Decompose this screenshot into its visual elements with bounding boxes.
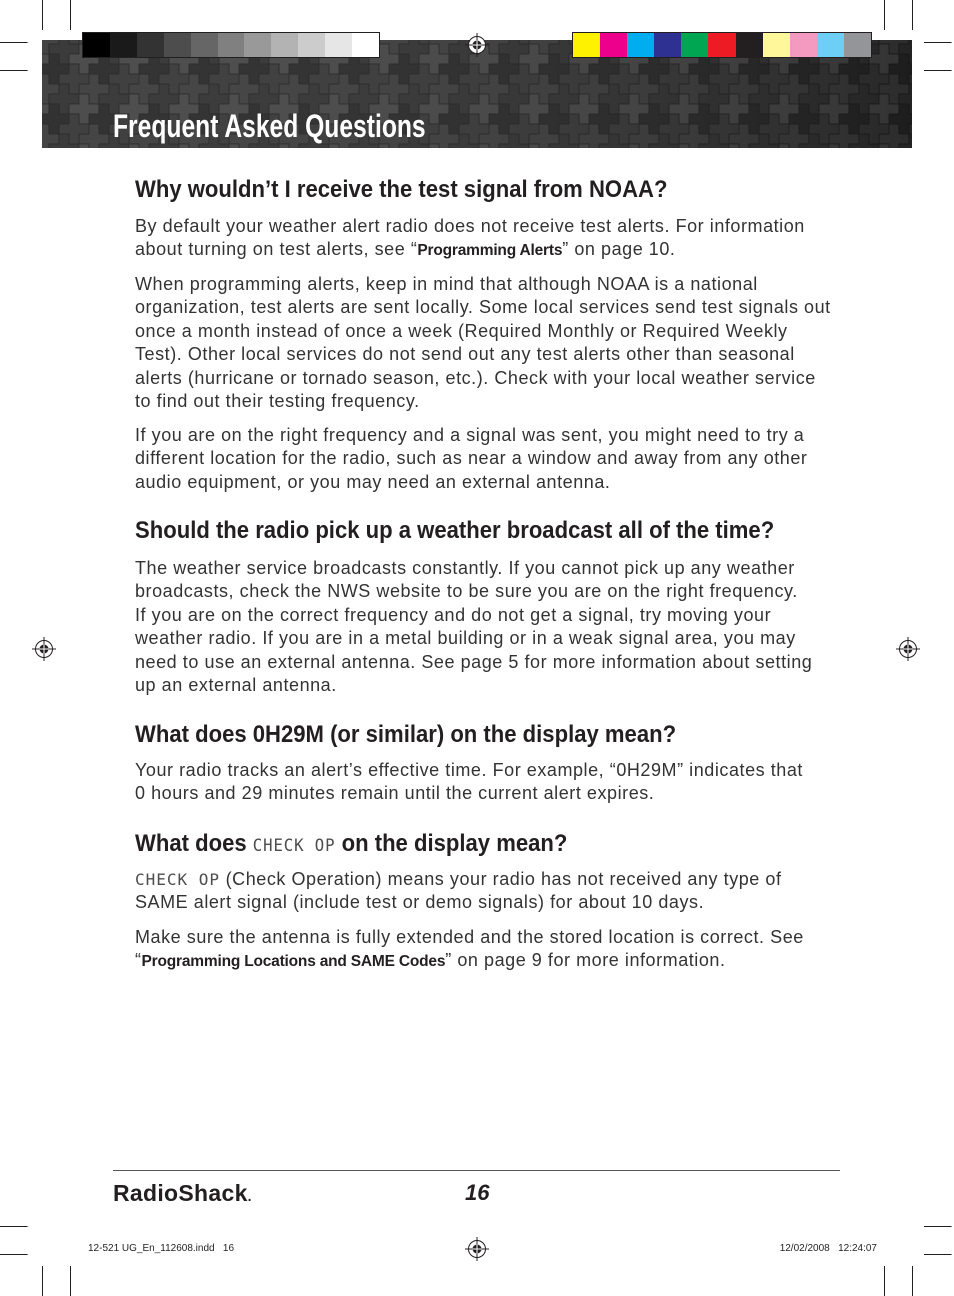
crop-mark: [912, 0, 913, 30]
color-swatch: [763, 33, 790, 57]
crop-mark: [0, 42, 28, 43]
registration-mark-icon: [896, 637, 920, 661]
paragraph-text: By default your weather alert radio does not receive test alerts. For information about turning on test alerts, see “: [135, 216, 805, 260]
paragraph-text: ” on page 9 for more information.: [445, 950, 726, 971]
crop-mark: [70, 1266, 71, 1296]
faq-answer-paragraph: If you are on the right frequency and a signal was sent, you might need to try a different location for the radio, such as near a window and away from any other audio equipment, or you may need an external antenna.: [135, 425, 808, 492]
faq-answer-paragraph: [135, 215, 805, 263]
logo-wordmark: RadioShack: [113, 1180, 248, 1206]
grayscale-swatch: [271, 33, 298, 57]
lcd-display-text: CHECK OP: [252, 836, 336, 856]
faq-question-heading: What does 0H29M (or similar) on the display mean?: [135, 721, 677, 748]
paragraph-text: ” on page 10.: [562, 239, 676, 260]
crop-mark: [42, 1266, 43, 1296]
crop-mark: [912, 1266, 913, 1296]
grayscale-swatch: [298, 33, 325, 57]
color-swatch: [654, 33, 681, 57]
crop-mark: [884, 1266, 885, 1296]
paragraph-text: (Check Operation) means your radio has not received any type of SAME alert signal (include test or demo signals) for about 10 days.: [135, 869, 782, 913]
cross-reference: Programming Locations and SAME Codes: [141, 953, 446, 971]
grayscale-swatch: [325, 33, 352, 57]
paragraph-text: Make sure the antenna is fully extended and the stored location is correct. See “: [135, 927, 804, 971]
radioshack-logo: [113, 1180, 252, 1209]
crop-mark: [924, 1226, 952, 1227]
crop-mark: [924, 1254, 952, 1255]
color-swatch: [627, 33, 654, 57]
grayscale-swatch: [218, 33, 245, 57]
color-swatch: [844, 33, 871, 57]
crop-mark: [0, 1254, 28, 1255]
faq-question-heading: Should the radio pick up a weather broadcast all of the time?: [135, 517, 775, 544]
crop-mark: [884, 0, 885, 30]
grayscale-swatch: [137, 33, 164, 57]
color-swatch: [790, 33, 817, 57]
color-swatch: [681, 33, 708, 57]
grayscale-swatch: [83, 33, 110, 57]
crop-mark: [42, 0, 43, 30]
color-swatch: [573, 33, 600, 57]
logo-period: .: [247, 1188, 252, 1204]
color-swatch: [736, 33, 763, 57]
color-swatch: [708, 33, 735, 57]
process-color-bar: [572, 32, 872, 58]
grayscale-color-bar: [82, 32, 380, 58]
faq-answer-paragraph: [135, 926, 804, 974]
footer-rule: [113, 1170, 840, 1171]
registration-mark-icon: [465, 1237, 489, 1261]
grayscale-swatch: [352, 33, 379, 57]
grayscale-swatch: [191, 33, 218, 57]
heading-text: What does: [135, 830, 253, 857]
faq-answer-paragraph: The weather service broadcasts constantly. If you cannot pick up any weather broadcasts, check the NWS website to be sure you are on the right frequency. If you are on the correct frequency and do not get a signal, try moving your weather radio. If you are in a metal building or in a weak signal area, you may need to use an external antenna. See page 5 for more information about setting up an external antenna.: [135, 558, 813, 696]
crop-mark: [924, 70, 952, 71]
crop-mark: [0, 70, 28, 71]
page-title: Frequent Asked Questions: [113, 108, 426, 144]
grayscale-swatch: [244, 33, 271, 57]
registration-mark-icon: [465, 33, 489, 57]
registration-mark-icon: [32, 637, 56, 661]
heading-text: on the display mean?: [335, 830, 568, 857]
print-slug-timestamp: 12/02/2008 12:24:07: [779, 1243, 877, 1254]
crop-mark: [0, 1226, 28, 1227]
faq-answer-paragraph: [135, 868, 782, 915]
color-swatch: [600, 33, 627, 57]
cross-reference: Programming Alerts: [417, 242, 563, 260]
faq-question-heading: [135, 830, 567, 860]
lcd-display-text: CHECK OP: [135, 870, 221, 889]
color-swatch: [817, 33, 844, 57]
faq-answer-paragraph: When programming alerts, keep in mind that although NOAA is a national organization, test alerts are sent locally. Some local services send test signals out once a month instead of once a week (Required Monthly or Required Weekly Test). Other local services do not send out any test alerts other than seasonal alerts (hurricane or tornado season, etc.). Check with your local weather service to find out their testing frequency.: [135, 274, 831, 412]
crop-mark: [70, 0, 71, 30]
faq-answer-paragraph: Your radio tracks an alert’s effective time. For example, “0H29M” indicates that 0 hours and 29 minutes remain until the current alert expires.: [135, 760, 803, 804]
grayscale-swatch: [110, 33, 137, 57]
grayscale-swatch: [164, 33, 191, 57]
faq-question-heading: Why wouldn’t I receive the test signal from NOAA?: [135, 176, 668, 203]
print-slug-filename: 12-521 UG_En_112608.indd 16: [88, 1243, 235, 1254]
crop-mark: [924, 42, 952, 43]
page-number: 16: [465, 1180, 490, 1205]
